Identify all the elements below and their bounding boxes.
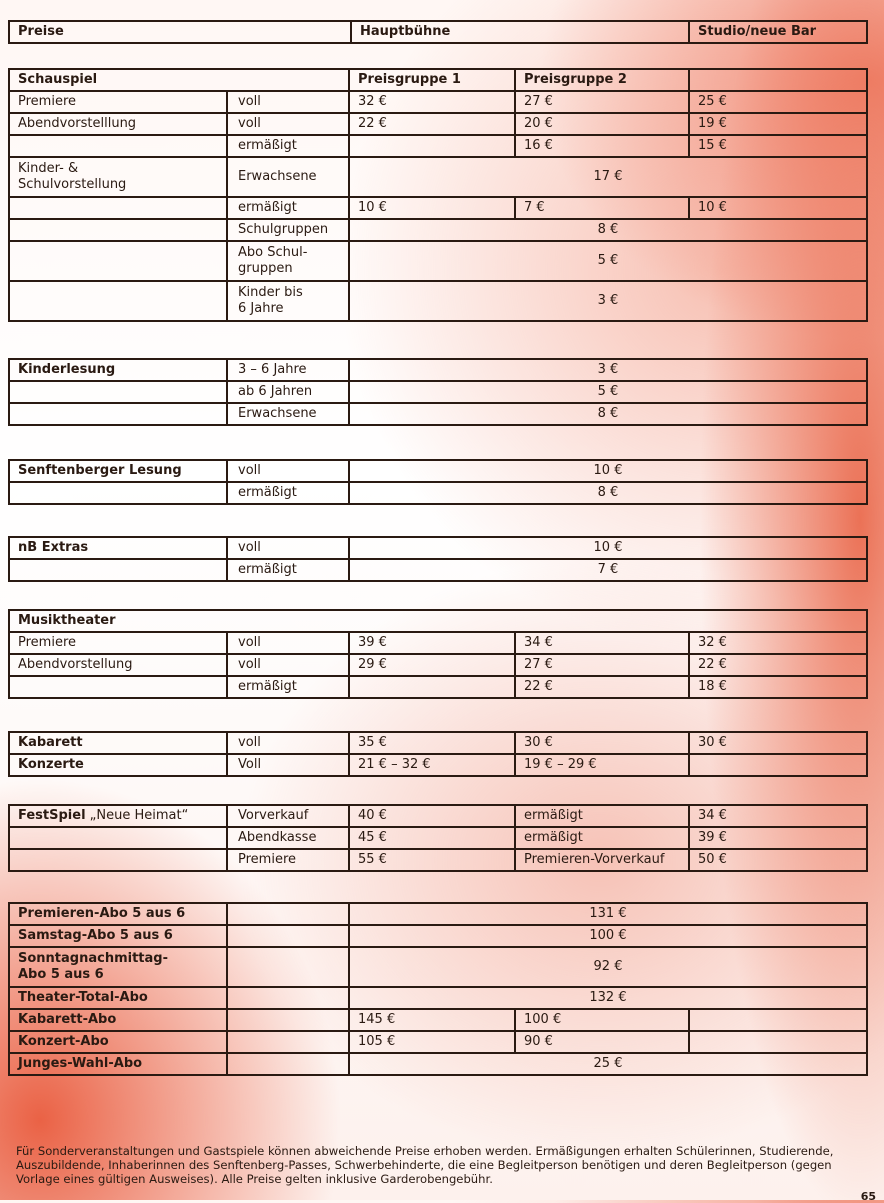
abos-table (8, 902, 868, 1076)
table-row (9, 460, 867, 482)
price-cell: Premieren-Vorverkauf (515, 849, 689, 871)
price-cell (349, 676, 515, 698)
row-type: voll (227, 113, 349, 135)
price-cell: 22 € (689, 654, 867, 676)
table-row (9, 903, 867, 925)
row-label: Konzerte (9, 754, 227, 776)
senftenberger-table (8, 459, 868, 505)
empty-cell (227, 1009, 349, 1031)
price-cell: 10 € (349, 460, 867, 482)
header-table (8, 20, 868, 44)
section-title: Musiktheater (9, 610, 867, 632)
row-label (9, 559, 227, 581)
price-cell: 25 € (689, 91, 867, 113)
empty-cell (227, 1031, 349, 1053)
row-label (9, 482, 227, 504)
row-type: Voll (227, 754, 349, 776)
price-cell: 8 € (349, 219, 867, 241)
price-cell: 132 € (349, 987, 867, 1009)
row-label (9, 241, 227, 281)
empty-cell (227, 987, 349, 1009)
section-title: nB Extras (9, 537, 227, 559)
price-cell: 25 € (349, 1053, 867, 1075)
label-line: 6 Jahre (238, 301, 284, 316)
price-cell: 8 € (349, 482, 867, 504)
label-line: Abo 5 aus 6 (18, 967, 104, 982)
section-title (9, 805, 227, 827)
festspiel-table (8, 804, 868, 872)
preisgruppe-2: Preisgruppe 2 (515, 69, 689, 91)
price-cell: 17 € (349, 157, 867, 197)
row-type: voll (227, 654, 349, 676)
section-title: Senftenberger Lesung (9, 460, 227, 482)
table-row (9, 537, 867, 559)
row-label: Kabarett-Abo (9, 1009, 227, 1031)
empty-cell (227, 925, 349, 947)
table-row (9, 281, 867, 321)
empty-cell (227, 947, 349, 987)
price-cell: 16 € (515, 135, 689, 157)
row-type: Erwachsene (227, 403, 349, 425)
price-cell: 45 € (349, 827, 515, 849)
price-cell: 30 € (515, 732, 689, 754)
table-row (9, 947, 867, 987)
price-cell: 5 € (349, 381, 867, 403)
row-type: Premiere (227, 849, 349, 871)
price-cell: 39 € (349, 632, 515, 654)
row-label: Premiere (9, 91, 227, 113)
table-row (9, 1053, 867, 1075)
price-cell: 7 € (349, 559, 867, 581)
price-cell: 29 € (349, 654, 515, 676)
price-cell: 10 € (349, 197, 515, 219)
price-cell: 100 € (515, 1009, 689, 1031)
festspiel-subtitle: „Neue Heimat“ (85, 808, 189, 823)
row-type: ermäßigt (227, 482, 349, 504)
price-cell: 27 € (515, 654, 689, 676)
row-label (9, 947, 227, 987)
price-cell: 20 € (515, 113, 689, 135)
row-label: Kabarett (9, 732, 227, 754)
label-line: Kinder- & (18, 161, 79, 176)
label-line: Schulvorstellung (18, 177, 127, 192)
festspiel-name: FestSpiel (18, 808, 86, 823)
row-type: ermäßigt (227, 559, 349, 581)
row-label (9, 403, 227, 425)
price-cell: 5 € (349, 241, 867, 281)
price-cell: 22 € (349, 113, 515, 135)
row-type: Erwachsene (227, 157, 349, 197)
musiktheater-table (8, 609, 868, 699)
price-cell: 3 € (349, 359, 867, 381)
table-row (9, 987, 867, 1009)
empty-cell (227, 1053, 349, 1075)
price-cell (349, 135, 515, 157)
price-cell: 10 € (689, 197, 867, 219)
table-row (9, 732, 867, 754)
table-row (9, 654, 867, 676)
price-cell: 19 € (689, 113, 867, 135)
table-row (9, 676, 867, 698)
table-row (9, 1009, 867, 1031)
table-row (9, 632, 867, 654)
table-row (9, 113, 867, 135)
header-studio: Studio/neue Bar (689, 21, 867, 43)
schauspiel-table (8, 68, 868, 322)
label-line: Abo Schul- (238, 245, 308, 260)
price-cell: 50 € (689, 849, 867, 871)
row-type: Vorverkauf (227, 805, 349, 827)
table-row (9, 754, 867, 776)
table-row (9, 403, 867, 425)
row-label: Premieren-Abo 5 aus 6 (9, 903, 227, 925)
label-line: gruppen (238, 261, 293, 276)
price-cell: 34 € (515, 632, 689, 654)
row-label: Theater-Total-Abo (9, 987, 227, 1009)
row-label: Abendvorstellung (9, 654, 227, 676)
row-label (9, 157, 227, 197)
price-cell: 35 € (349, 732, 515, 754)
price-cell: 40 € (349, 805, 515, 827)
table-row (9, 197, 867, 219)
table-row (9, 157, 867, 197)
table-row (9, 219, 867, 241)
price-cell (689, 754, 867, 776)
table-row (9, 1031, 867, 1053)
row-type: ermäßigt (227, 135, 349, 157)
price-cell: 15 € (689, 135, 867, 157)
label-line: Sonntagnachmittag- (18, 951, 168, 966)
price-cell: 32 € (689, 632, 867, 654)
row-type: ermäßigt (227, 197, 349, 219)
price-cell: 34 € (689, 805, 867, 827)
row-type: voll (227, 460, 349, 482)
price-cell: 39 € (689, 827, 867, 849)
row-type: voll (227, 537, 349, 559)
preisgruppe-1: Preisgruppe 1 (349, 69, 515, 91)
row-label (9, 676, 227, 698)
table-row (9, 559, 867, 581)
empty-cell (689, 69, 867, 91)
price-cell: 3 € (349, 281, 867, 321)
price-cell: 90 € (515, 1031, 689, 1053)
table-row (9, 91, 867, 113)
price-cell: 7 € (515, 197, 689, 219)
price-cell: 100 € (349, 925, 867, 947)
row-label: Samstag-Abo 5 aus 6 (9, 925, 227, 947)
price-cell: 105 € (349, 1031, 515, 1053)
price-cell: 19 € – 29 € (515, 754, 689, 776)
page-number: 65 (860, 1190, 876, 1203)
row-label (9, 849, 227, 871)
price-cell: 145 € (349, 1009, 515, 1031)
header-preise: Preise (9, 21, 351, 43)
row-type: voll (227, 91, 349, 113)
table-row (9, 925, 867, 947)
extras-table (8, 536, 868, 582)
row-label: Premiere (9, 632, 227, 654)
price-cell: 22 € (515, 676, 689, 698)
empty-cell (689, 1031, 867, 1053)
table-row (9, 359, 867, 381)
price-cell: 30 € (689, 732, 867, 754)
price-cell: 10 € (349, 537, 867, 559)
row-type: ab 6 Jahren (227, 381, 349, 403)
row-label (9, 219, 227, 241)
row-type: Schulgruppen (227, 219, 349, 241)
label-line: Kinder bis (238, 285, 303, 300)
row-label (9, 281, 227, 321)
row-label: Abendvorstelllung (9, 113, 227, 135)
table-row (9, 849, 867, 871)
table-row (9, 827, 867, 849)
price-cell: ermäßigt (515, 805, 689, 827)
row-label: Konzert-Abo (9, 1031, 227, 1053)
row-type: 3 – 6 Jahre (227, 359, 349, 381)
price-cell: 131 € (349, 903, 867, 925)
kinderlesung-table (8, 358, 868, 426)
row-label (9, 827, 227, 849)
row-type: voll (227, 732, 349, 754)
row-type: Abendkasse (227, 827, 349, 849)
table-row (9, 482, 867, 504)
row-type: ermäßigt (227, 676, 349, 698)
footer-note: Für Sonderveranstaltungen und Gastspiele können abweichende Preise erhoben werden. Ermäßigungen erhalten Schülerinnen, Studierende, Auszubildende, Inhaberinnen des Senftenberg-Passes, Schwerbehinderte, die eine Begleitperson benötigen und deren Begleitperson (gegen Vorlage eines gültigen Ausweises). Alle Preise gelten inklusive Garderobengebühr. (16, 1144, 834, 1186)
row-label: Junges-Wahl-Abo (9, 1053, 227, 1075)
schauspiel-title: Schauspiel (9, 69, 349, 91)
table-row (9, 135, 867, 157)
row-type (227, 281, 349, 321)
row-label (9, 135, 227, 157)
row-type (227, 241, 349, 281)
price-cell: ermäßigt (515, 827, 689, 849)
section-title: Kinderlesung (9, 359, 227, 381)
table-row (9, 241, 867, 281)
empty-cell (689, 1009, 867, 1031)
price-cell: 8 € (349, 403, 867, 425)
price-cell: 55 € (349, 849, 515, 871)
row-type: voll (227, 632, 349, 654)
price-cell: 32 € (349, 91, 515, 113)
table-row (9, 381, 867, 403)
kabarett-table (8, 731, 868, 777)
price-cell: 21 € – 32 € (349, 754, 515, 776)
row-label (9, 381, 227, 403)
price-cell: 27 € (515, 91, 689, 113)
row-label (9, 197, 227, 219)
table-row (9, 805, 867, 827)
price-cell: 92 € (349, 947, 867, 987)
price-cell: 18 € (689, 676, 867, 698)
header-hauptbuehne: Hauptbühne (351, 21, 689, 43)
empty-cell (227, 903, 349, 925)
